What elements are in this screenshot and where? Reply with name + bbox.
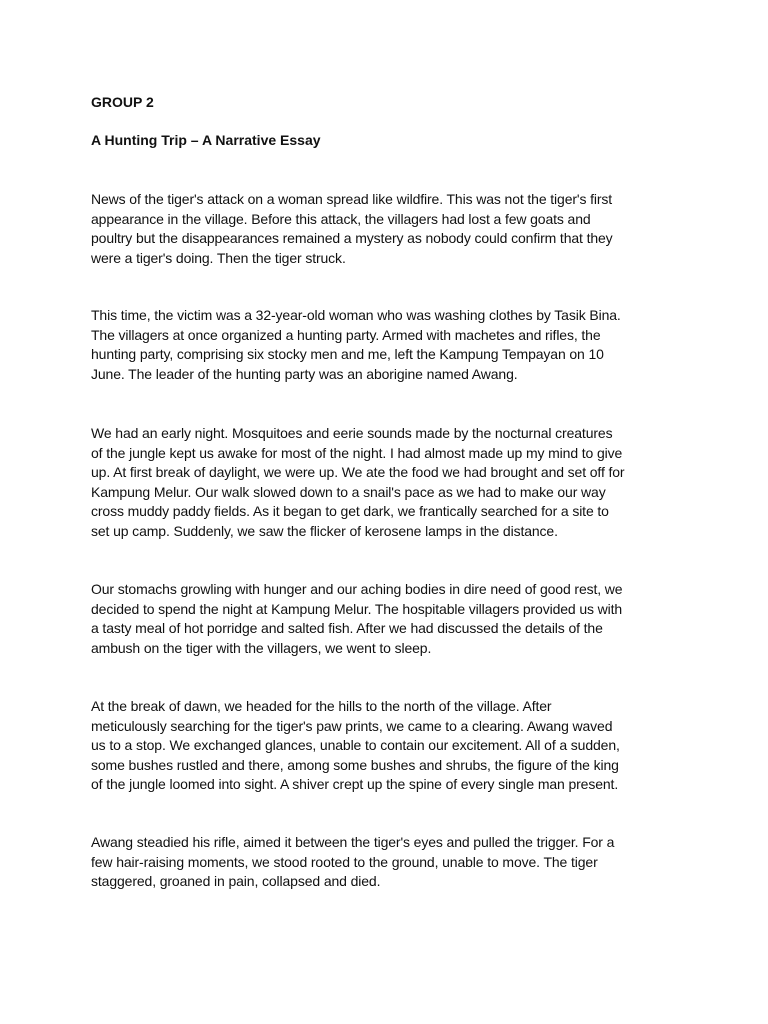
paragraph-line: At the break of dawn, we headed for the hills to the north of the village. After: [91, 698, 552, 714]
paragraph-2: [91, 306, 691, 384]
paragraph-line: June. The leader of the hunting party was an aborigine named Awang.: [91, 365, 518, 382]
paragraph-line: staggered, groaned in pain, collapsed and died.: [91, 873, 381, 889]
paragraph-line: cross muddy paddy fields. As it began to get dark, we frantically searched for a site to: [91, 503, 609, 519]
paragraph-line: Our stomachs growling with hunger and our aching bodies in dire need of good rest, we: [91, 581, 623, 597]
paragraph-line: appearance in the village. Before this attack, the villagers had lost a few goats and: [91, 210, 591, 227]
paragraph-line: Awang steadied his rifle, aimed it between the tiger's eyes and pulled the trigger. For a: [91, 834, 615, 850]
paragraph-1: [91, 190, 691, 268]
paragraph-line: We had an early night. Mosquitoes and eerie sounds made by the nocturnal creatures: [91, 425, 613, 441]
paragraph-line: poultry but the disappearances remained a mystery as nobody could confirm that they: [91, 230, 613, 246]
paragraph-line: This time, the victim was a 32-year-old woman who was washing clothes by Tasik Bina.: [91, 307, 621, 323]
paragraph-line: hunting party, comprising six stocky men and me, left the Kampung Tempayan on 10: [91, 346, 604, 362]
paragraph-line: some bushes rustled and there, among some bushes and shrubs, the figure of the king: [91, 756, 619, 773]
paragraph-line: set up camp. Suddenly, we saw the flicker of kerosene lamps in the distance.: [91, 522, 558, 539]
paragraph-3: [91, 424, 691, 541]
paragraph-line: News of the tiger's attack on a woman spread like wildfire. This was not the tiger's first: [91, 191, 613, 207]
paragraph-line: were a tiger's doing. Then the tiger struck.: [91, 249, 346, 266]
paragraph-line: of the jungle loomed into sight. A shiver crept up the spine of every single man present.: [91, 776, 619, 792]
paragraph-line: Kampung Melur. Our walk slowed down to a snail's pace as we had to make our way: [91, 483, 606, 500]
paragraph-line: few hair-raising moments, we stood rooted to the ground, unable to move. The tiger: [91, 853, 598, 870]
paragraph-line: up. At first break of daylight, we were up. We ate the food we had brought and set off for: [91, 464, 625, 480]
essay-title: A Hunting Trip – A Narrative Essay: [91, 132, 321, 148]
group-heading: GROUP 2: [91, 94, 154, 110]
paragraph-line: decided to spend the night at Kampung Melur. The hospitable villagers provided us with: [91, 600, 623, 617]
paragraph-line: a tasty meal of hot porridge and salted fish. After we had discussed the details of the: [91, 620, 603, 636]
paragraph-line: ambush on the tiger with the villagers, we went to sleep.: [91, 639, 432, 656]
paragraph-5: [91, 697, 691, 795]
paragraph-4: [91, 580, 691, 658]
paragraph-6: [91, 833, 691, 892]
paragraph-line: of the jungle kept us awake for most of the night. I had almost made up my mind to give: [91, 444, 623, 461]
paragraph-line: meticulously searching for the tiger's paw prints, we came to a clearing. Awang waved: [91, 717, 613, 734]
paragraph-line: us to a stop. We exchanged glances, unable to contain our excitement. All of a sudden,: [91, 737, 620, 753]
paragraph-line: The villagers at once organized a hunting party. Armed with machetes and rifles, the: [91, 326, 601, 343]
